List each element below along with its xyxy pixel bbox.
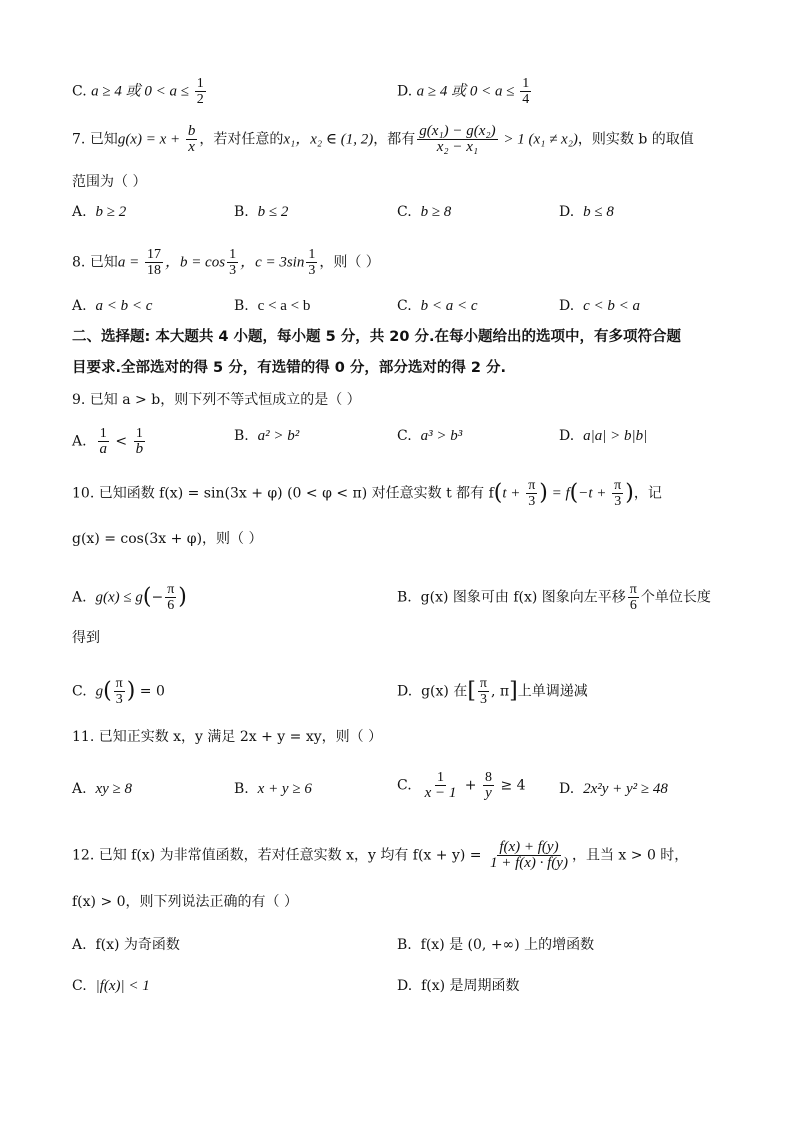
fraction: $\frac{f(x) + f(y)}{1 + f(x) \cdot f(y)}$ (489, 839, 568, 871)
q6-option-c: C. a ≥ 4 或 0 < a ≤ $\frac{1}{2}$ (72, 76, 204, 107)
q9-option-c: C. a³ > b³ (397, 428, 463, 444)
q11-option-d: D. 2x²y + y² ≥ 48 (559, 781, 668, 797)
q10-option-b-line2: 得到 (72, 630, 100, 646)
q8-option-d: D. c < b < a (559, 298, 640, 314)
q7-option-d: D. b ≤ 8 (559, 204, 614, 220)
fraction: $\frac{\pi}{3}$ (115, 676, 123, 707)
question-10-line2: g(x) = cos(3x + φ)，则（ ） (72, 531, 263, 547)
fraction: $\frac{8}{y}$ (485, 770, 492, 801)
fraction: $\frac{1}{a}$ (99, 426, 107, 457)
fraction: $\frac{b}{x}$ (187, 123, 196, 155)
fraction: $\frac{\pi}{6}$ (629, 582, 637, 613)
fraction: $\frac{\text{g(x₁) − g(x₂)}}{\text{x₂ − x₁}}$ (419, 123, 496, 155)
fraction: $\frac{1}{3}$ (229, 247, 237, 278)
q9-option-b: B. a² > b² (234, 428, 300, 444)
fraction: $\frac{1}{2}$ (196, 76, 204, 107)
q10-option-d: D. g(x) 在[ $\frac{\pi}{3}$ , π]上单调递减 (397, 676, 588, 707)
q7-option-b: B. b ≤ 2 (234, 204, 289, 220)
q10-option-c: C. g( $\frac{\pi}{3}$ ) = 0 (72, 676, 165, 707)
question-12-line2: f(x) > 0，则下列说法正确的有（ ） (72, 894, 298, 910)
fraction: $\frac{\pi}{6}$ (167, 582, 175, 613)
fraction: $\frac{\pi}{3}$ (528, 478, 536, 509)
question-11: 11. 已知正实数 x，y 满足 2x + y = xy，则（ ） (72, 729, 383, 745)
q11-option-a: A. xy ≥ 8 (72, 781, 133, 797)
q8-option-a: A. a < b < c (72, 298, 153, 314)
fraction: $\frac{1}{b}$ (135, 426, 144, 457)
q12-option-b: B. f(x) 是 (0, +∞) 上的增函数 (397, 937, 595, 953)
q6-option-d: D. a ≥ 4 或 0 < a ≤ $\frac{1}{4}$ (397, 76, 530, 107)
fraction: $\frac{\pi}{3}$ (479, 676, 487, 707)
q12-option-c: C. |f(x)| < 1 (72, 978, 150, 994)
fraction: $\frac{1}{x - 1}$ (424, 770, 457, 801)
q9-option-d: D. a|a| > b|b| (559, 428, 648, 444)
q12-option-d: D. f(x) 是周期函数 (397, 978, 520, 994)
q7-option-a: A. b ≥ 2 (72, 204, 127, 220)
q8-option-c: C. b < a < c (397, 298, 478, 314)
q10-option-a: A. g(x) ≤ g(− $\frac{\pi}{6}$ ) (72, 582, 187, 613)
q10-option-b: B. g(x) 图象可由 f(x) 图象向左平移 $\frac{\pi}{6}$ 个单位长度 (397, 582, 711, 613)
question-7-line2: 范围为（ ） (72, 174, 147, 190)
q12-option-a: A. f(x) 为奇函数 (72, 937, 180, 953)
q9-option-a: A. $\frac{1}{a}$ < $\frac{1}{b}$ (72, 426, 144, 457)
q11-option-b: B. x + y ≥ 6 (234, 781, 312, 797)
question-10: 10. 已知函数 f(x) = sin(3x + φ) (0 < φ < π) 对任意实数 t 都有 f(t + $\frac{\pi}{3}$ ) = f(−t + $\frac{\pi}{3}$ )，记 (72, 478, 662, 509)
fraction: $\frac{17}{18}$ (146, 247, 161, 278)
fraction: $\frac{1}{3}$ (308, 247, 316, 278)
q11-option-c: C. $\frac{1}{x - 1}$ + $\frac{8}{y}$ ≥ 4 (397, 770, 526, 801)
q7-option-c: C. b ≥ 8 (397, 204, 452, 220)
section-heading: 二、选择题: 本大题共 4 小题，每小题 5 分，共 20 分.在每小题给出的选项中，有多项符合题 (72, 329, 681, 345)
fraction: $\frac{1}{4}$ (522, 76, 530, 107)
question-8: 8. 已知a = $\frac{17}{18}$ ，b = cos $\frac{1}{3}$ ，c = 3sin $\frac{1}{3}$ ，则（ ） (72, 247, 380, 278)
q8-option-b: B. c < a < b (234, 298, 311, 314)
question-12: 12. 已知 f(x) 为非常值函数，若对任意实数 x，y 均有 f(x + y) = $\frac{f(x) + f(y)}{1 + f(x) \cdot f(y)}$ ，且当 x > 0 时， (72, 839, 689, 871)
section-heading-line2: 目要求.全部选对的得 5 分，有选错的得 0 分，部分选对的得 2 分. (72, 360, 507, 376)
question-9: 9. 已知 a > b，则下列不等式恒成立的是（ ） (72, 392, 361, 408)
fraction: $\frac{\pi}{3}$ (614, 478, 622, 509)
question-7: 7. 已知g(x) = x + $\frac{b}{x}$ ，若对任意的x₁，x₂ ∈ (1, 2)，都有 $\frac{\text{g(x₁) − g(x₂)}}{\text{x₂ − x₁}}$ > 1 (x₁ ≠ x₂)，则实数 b 的取值 (72, 123, 694, 155)
